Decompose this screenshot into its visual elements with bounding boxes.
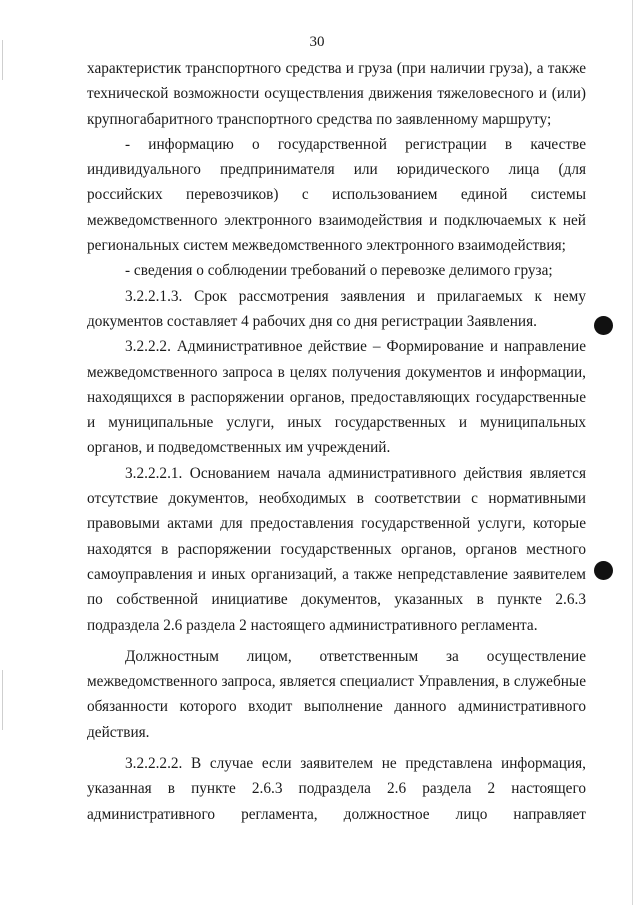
paragraph: Должностным лицом, ответственным за осуществление межведомственного запроса, является специалист Управления, в служебные обязанности которого входит выполнение данного административного действия. bbox=[87, 647, 586, 741]
bullet-paragraph: - сведения о соблюдении требований о перевозке делимого груза; bbox=[125, 262, 553, 280]
page-edge bbox=[632, 0, 633, 905]
section-paragraph: 3.2.2.1.3. Срок рассмотрения заявления и прилагаемых к нему документов составляет 4 рабочих дня со дня регистрации Заявления. bbox=[87, 287, 586, 330]
paragraph: характеристик транспортного средства и груза (при наличии груза), а также технической возможности осуществления движения тяжеловесного и (или) крупногабаритного транспортного средства по заявленному маршруту; bbox=[87, 60, 586, 128]
section-paragraph: 3.2.2.2. Административное действие – Формирование и направление межведомственного запроса в целях получения документов и информации, находящихся в распоряжении органов, предоставляющих государственные и муниципальные услуги, иных государственных и муниципальных органов, и подведомственных им учреждений. bbox=[87, 338, 586, 457]
bullet-paragraph: - информацию о государственной регистрации в качестве индивидуального предпринимателя или юридического лица (для российских перевозчиков) с использованием единой системы межведомственного электронного взаимодействия и подключаемых к ней региональных систем межведомственного электронного взаимодействия; bbox=[87, 135, 586, 255]
section-paragraph: 3.2.2.2.2. В случае если заявителем не представлена информация, указанная в пункте 2.6.3 подраздела 2.6 раздела 2 настоящего административного регламента, должностное лицо направляет bbox=[87, 755, 586, 823]
scan-edge-mark bbox=[2, 670, 3, 730]
page-number: 30 bbox=[309, 34, 325, 50]
document-body bbox=[87, 56, 586, 827]
section-paragraph: 3.2.2.2.1. Основанием начала административного действия является отсутствие документов, необходимых в соответствии с нормативными правовыми актами для предоставления государственной услуги, которые находятся в распоряжении государственных органов, органов местного самоуправления и иных организаций, а также непредставление заявителем по собственной инициативе документов, указанных в пункте 2.6.3 подраздела 2.6 раздела 2 настоящего административного регламента. bbox=[87, 464, 586, 634]
punch-hole bbox=[594, 561, 613, 580]
punch-hole bbox=[594, 316, 613, 335]
